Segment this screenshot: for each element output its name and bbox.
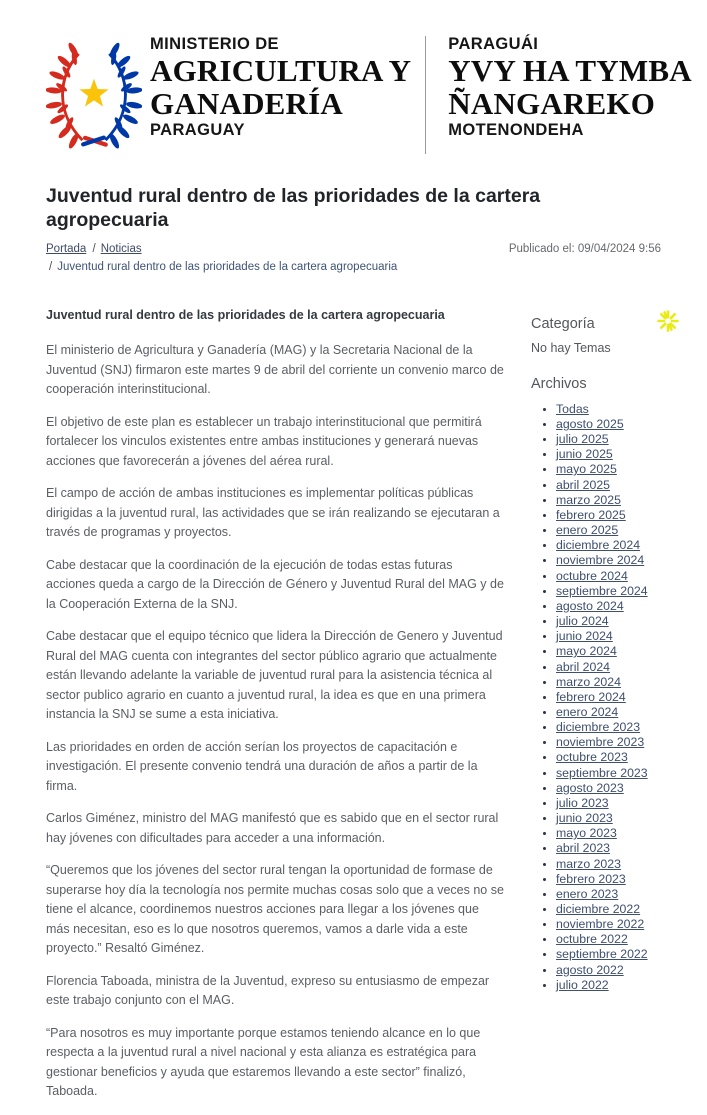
archive-link[interactable]: febrero 2025 [556,507,626,522]
archive-link[interactable]: abril 2023 [556,841,611,856]
archive-item [556,750,661,765]
archive-item [556,584,661,599]
archive-item [556,705,661,720]
archive-item [556,417,661,432]
archive-link[interactable]: agosto 2023 [556,780,624,795]
archive-item [556,493,661,508]
article-paragraph: Florencia Taboada, ministra de la Juventud, expreso su entusiasmo de empezar este trabajo conjunto con el MAG. [46,973,490,1008]
archive-link[interactable]: enero 2025 [556,523,619,538]
header-divider [425,36,426,154]
archive-item [556,796,661,811]
archive-link[interactable]: julio 2022 [556,977,609,992]
archive-item [556,614,661,629]
archive-link[interactable]: julio 2024 [556,614,609,629]
archive-link[interactable]: junio 2025 [556,447,613,462]
breadcrumb-link[interactable]: Noticias [100,243,142,256]
category-title: Categoría [531,315,595,332]
archive-item [556,553,661,568]
archive-link[interactable]: junio 2024 [556,629,613,644]
archive-item [556,720,661,735]
article-paragraph: Cabe destacar que el equipo técnico que lidera la Dirección de Genero y Juventud Rural del MAG cuenta con integrantes del sector público agrario que actualmente están llevando adelante la variable de juventud rural para la asistencia técnica al sector publico agrario en cuanto a juventud rural, la idea es que en una primera instancia la SNJ se sume a esta iniciativa. [46,629,503,722]
archive-item [556,462,661,477]
star-icon [79,79,108,107]
article-heading: Juventud rural dentro de las prioridades de la cartera agropecuaria [46,307,445,322]
archive-item [556,826,661,841]
archive-item [556,902,661,917]
archive-item [556,569,661,584]
archive-link[interactable]: febrero 2024 [556,689,626,704]
archive-link[interactable]: julio 2023 [556,795,609,810]
archive-link[interactable]: agosto 2025 [556,417,624,431]
breadcrumb-separator: / [49,260,53,273]
article-paragraph: Carlos Giménez, ministro del MAG manifestó que es sabido que en el sector rural hay jóvenes con dificultades para acceder a una información. [46,811,499,845]
published-date: Publicado el: 09/04/2024 9:56 [508,243,661,256]
archive-link[interactable]: diciembre 2023 [556,720,641,735]
archive-link[interactable]: abril 2025 [556,477,611,492]
archive-link[interactable]: enero 2023 [556,886,619,901]
archive-link[interactable]: mayo 2025 [556,462,617,477]
article-paragraph: “Para nosotros es muy importante porque estamos teniendo alcance en lo que respecta a la juventud rural a nivel nacional y esta alianza es estratégica para gestionar beneficios y ayuda que estaremos llevando a este sector” finalizó, Taboada. [46,1025,481,1099]
page-title: Juventud rural dentro de las prioridades de la cartera agropecuaria [46,185,541,232]
archive-link[interactable]: marzo 2023 [556,856,621,871]
ministry-logo-text [150,34,411,140]
archive-item [556,599,661,614]
archive-item [556,432,661,447]
archive-link[interactable]: marzo 2024 [556,674,621,689]
archive-item [556,402,661,417]
archive-link[interactable]: marzo 2025 [556,492,621,507]
paraguay-emblem-icon [46,38,142,154]
archive-link[interactable]: mayo 2023 [556,826,617,841]
archive-item [556,660,661,675]
archive-link[interactable]: julio 2025 [556,432,609,447]
site-header [0,0,707,154]
archive-link[interactable]: agosto 2022 [556,962,624,977]
archive-item [556,538,661,553]
breadcrumb-group [46,243,86,255]
ministry-line-serif: AGRICULTURA Y [150,53,412,88]
archive-link[interactable]: noviembre 2023 [556,735,645,750]
meta-row [46,241,661,276]
archive-link[interactable]: diciembre 2024 [556,538,641,553]
archive-item [556,932,661,947]
article [46,307,505,1115]
archive-link[interactable]: septiembre 2022 [556,947,648,962]
archive-link[interactable]: junio 2023 [556,811,613,826]
ministry-line-small: PARAGUAY [150,121,245,139]
breadcrumb [46,241,476,276]
archive-item [556,675,661,690]
article-paragraph: El ministerio de Agricultura y Ganadería (MAG) y la Secretaria Nacional de la Juventud (SNJ) firmaron este martes 9 de abril del corriente un convenio marco de cooperación interinstitucional. [46,343,504,397]
archive-link[interactable]: febrero 2023 [556,871,626,886]
guarani-line-serif: YVY HA TYMBA [448,53,692,88]
breadcrumb-group [46,261,397,273]
ministry-line-small: MINISTERIO DE [150,35,279,53]
category-empty-text: No hay Temas [531,340,611,355]
archive-link[interactable]: octubre 2024 [556,568,628,583]
archive-item [556,841,661,856]
archive-item [556,857,661,872]
breadcrumb-link[interactable]: Portada [46,243,87,256]
breadcrumb-current: Juventud rural dentro de las prioridades de la cartera agropecuaria [57,260,398,273]
guarani-line-serif: ÑANGAREKO [448,86,656,121]
archive-item [556,508,661,523]
archive-link[interactable]: octubre 2023 [556,750,628,765]
archive-link[interactable]: enero 2024 [556,704,619,719]
content-row [46,307,661,1115]
archive-link[interactable]: agosto 2024 [556,598,624,613]
breadcrumb-separator: / [92,243,96,256]
archive-link[interactable]: abril 2024 [556,659,611,674]
archives-list [531,402,661,993]
archive-item [556,887,661,902]
article-paragraph: El objetivo de este plan es establecer un trabajo interinstitucional que permitirá fortalecer los vinculos existentes entre ambas instituciones y generará nuevas acciones que favorecerán a jóvenes del aérea rural. [46,414,482,468]
archive-link[interactable]: diciembre 2022 [556,902,641,916]
guarani-logo-text [448,34,692,140]
ministry-line-serif: GANADERÍA [150,86,343,121]
archive-item [556,644,661,659]
archive-link[interactable]: noviembre 2024 [556,553,645,568]
article-body [46,341,505,1102]
article-paragraph: “Queremos que los jóvenes del sector rural tengan la oportunidad de formase de superarse hoy día la tecnología nos permite muchas cosas solo que a veces no se tiene el alcance, coordinemos nuestros acciones para llegar a los jóvenes que más necesitan, eso es lo que nosotros queremos, vamos a darle vida a este proyecto.” Resaltó Giménez. [46,863,504,956]
archive-item [556,872,661,887]
archives-title: Archivos [531,375,587,392]
archive-item [556,690,661,705]
archive-item [556,629,661,644]
archive-item [556,963,661,978]
archive-link[interactable]: septiembre 2024 [556,583,648,598]
article-paragraph: Cabe destacar que la coordinación de la ejecución de todas estas futuras acciones queda a cargo de la Dirección de Género y Juventud Rural del MAG y de la Cooperación Externa de la SNJ. [46,557,504,611]
archive-item [556,781,661,796]
breadcrumb-group [89,243,141,255]
archive-item [556,811,661,826]
archive-link[interactable]: octubre 2022 [556,932,628,947]
archive-link[interactable]: mayo 2024 [556,644,617,659]
archive-item [556,947,661,962]
archive-item [556,735,661,750]
archive-item [556,978,661,993]
guarani-line-small: MOTENONDEHA [448,121,584,139]
asterisk-widget-icon[interactable] [656,309,680,333]
archive-item [556,447,661,462]
sidebar [531,307,661,1115]
archive-item [556,766,661,781]
article-paragraph: Las prioridades en orden de acción serían los proyectos de capacitación e investigación. El presente convenio tendrá una duración de años a partir de la firma. [46,739,478,793]
article-paragraph: El campo de acción de ambas instituciones es implementar políticas públicas dirigidas a la juventud rural, las actividades que se irán realizando se ejecutaran a través de programas y proyectos. [46,486,500,540]
archive-item [556,478,661,493]
guarani-line-small: PARAGUÁI [448,35,539,53]
archive-link[interactable]: septiembre 2023 [556,765,648,780]
archive-link[interactable]: Todas [556,401,589,416]
archive-link[interactable]: noviembre 2022 [556,917,645,932]
archive-item [556,523,661,538]
archive-item [556,917,661,932]
